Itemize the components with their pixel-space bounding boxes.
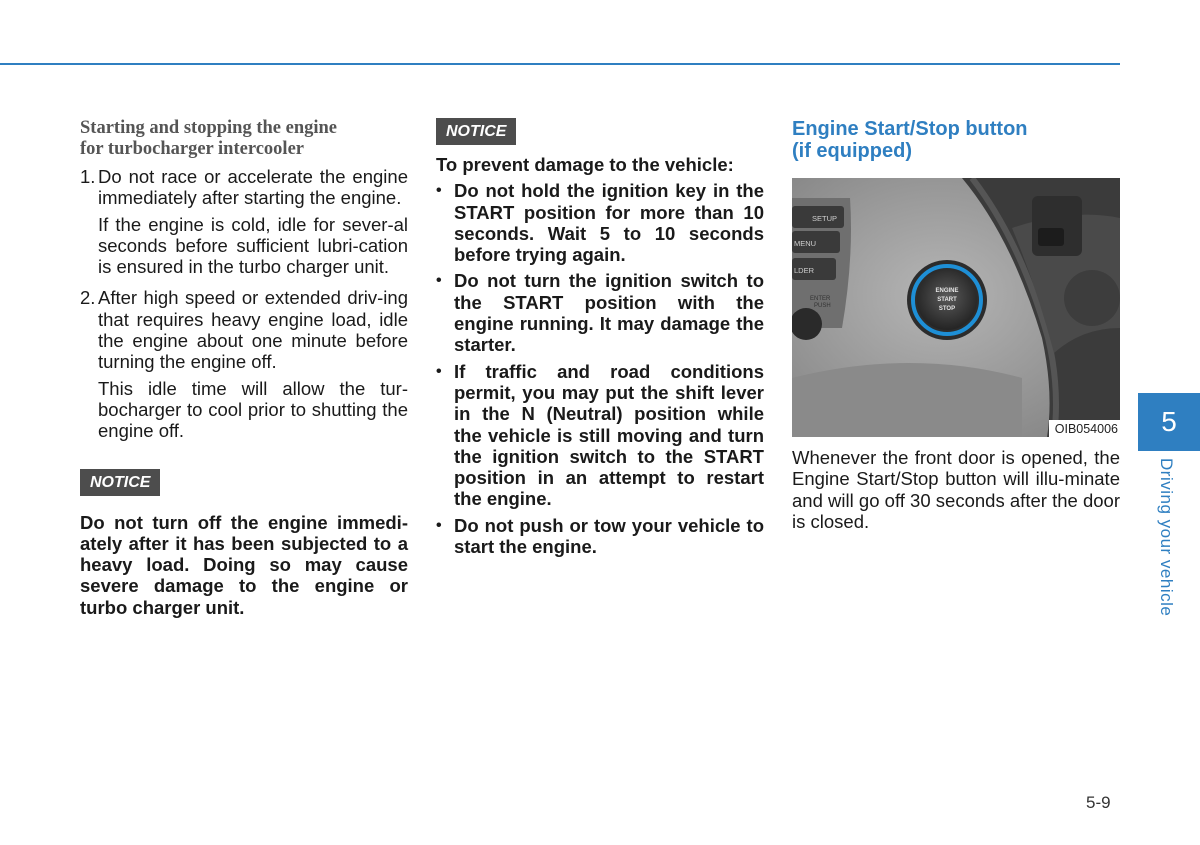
list-item: [80, 287, 408, 446]
notice-badge: NOTICE: [436, 118, 516, 145]
step-text: This idle time will allow the tur-bocharger to cool prior to shutting the engine off.: [98, 377, 408, 442]
bullet-text: If traffic and road conditions permit, you may put the shift lever in the N (Neutral) position while the vehicle is still moving and turn the ignition switch to the START position in an attempt to restart the engine.: [454, 360, 764, 510]
list-item: [80, 166, 408, 282]
bullet-text: Do not turn the ignition switch to the START position with the engine running. It may damage the starter.: [454, 270, 764, 356]
heading-line: (if equipped): [792, 140, 912, 162]
chapter-title-vertical: Driving your vehicle: [1157, 458, 1176, 617]
engine-button-label-line: ENGINE: [935, 288, 959, 294]
page-number: 5-9: [1086, 793, 1111, 812]
list-item: [436, 361, 764, 510]
section-heading-line: Starting and stopping the engine for turbocharger intercooler: [80, 118, 337, 159]
step-text: Do not race or accelerate the engine immediately after starting the engine.: [98, 166, 408, 209]
column-left: [80, 118, 408, 618]
step-text: If the engine is cold, idle for sever-al seconds before sufficient lubri-cation is ensured in the turbo charger unit.: [98, 213, 408, 278]
bullet-glyph: •: [436, 516, 442, 534]
heading-line: Engine Start/Stop button: [792, 118, 1028, 140]
step-number: 2.: [80, 287, 96, 309]
notice-text: Do not turn off the engine immedi-ately after it has been subjected to a heavy load. Doing so may cause severe damage to the engine or turbo charger unit.: [80, 511, 408, 618]
column-right: [792, 118, 1120, 532]
start-stop-button-photo: [792, 178, 1120, 437]
setup-label: SETUP: [812, 214, 838, 223]
bullet-glyph: •: [436, 182, 442, 200]
chapter-number-tab: 5: [1138, 393, 1200, 451]
menu-label: MENU: [794, 239, 817, 248]
push-label: PUSH: [814, 303, 831, 309]
list-item: [436, 270, 764, 355]
section-heading-start-stop: [792, 118, 1120, 162]
figure-code-label: OIB054006: [1049, 420, 1120, 437]
notice-intro: To prevent damage to the vehicle:: [436, 154, 734, 175]
enter-label: ENTER: [810, 296, 831, 302]
start-stop-description: Whenever the front door is opened, the Engine Start/Stop button will illu-minate and will go off 30 seconds after the door is closed.: [792, 447, 1120, 532]
bullet-text: Do not hold the ignition key in the START position for more than 10 seconds. Wait 5 to 10 seconds before trying again.: [454, 180, 764, 266]
engine-button-label-line: START: [937, 297, 957, 303]
notice-badge: NOTICE: [80, 469, 160, 496]
notice-block-left: [80, 469, 408, 618]
bullet-text: Do not push or tow your vehicle to start the engine.: [454, 514, 764, 558]
list-item: [436, 515, 764, 558]
list-item: [436, 180, 764, 265]
engine-button-label-line: STOP: [938, 306, 956, 312]
column-middle: [436, 118, 764, 562]
notice-bullet-list: [436, 180, 764, 557]
bullet-glyph: •: [436, 272, 442, 290]
folder-label: LDER: [794, 266, 815, 275]
turbo-steps-list: [80, 166, 408, 447]
step-number: 1.: [80, 166, 96, 187]
top-rule: [0, 63, 1120, 65]
step-text: After high speed or extended driv-ing that requires heavy engine load, idle the engine about one minute before turning the engine off.: [98, 287, 408, 373]
bullet-glyph: •: [436, 362, 442, 380]
section-heading-turbocharger: [80, 118, 408, 160]
